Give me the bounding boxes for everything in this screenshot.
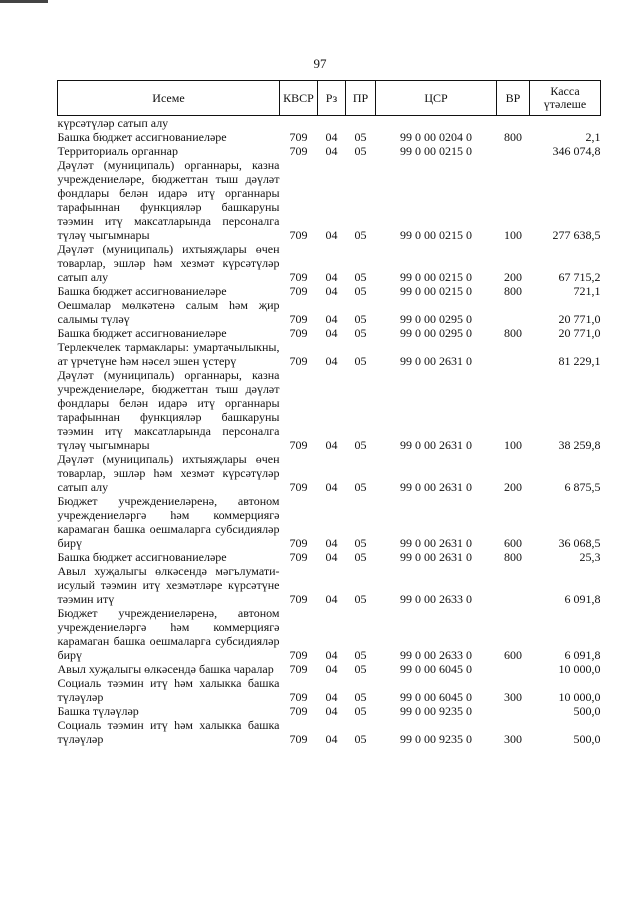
header-kassa-line1: Касса bbox=[550, 84, 580, 98]
header-br: ВР bbox=[497, 81, 530, 116]
cell-kassa: 6 091,8 bbox=[564, 648, 601, 662]
table-row bbox=[58, 452, 601, 494]
cell-name: Дәүләт (муниципаль) органнары, казна учреждениеләре, бюджеттан тыш дәүләт фондлары белән идарә итү органнары тарафыннан функцияләр башкаруны тәэмин итү максатларында персоналга түләү чыгымнары bbox=[57, 158, 280, 242]
cell-pr: 05 bbox=[354, 732, 367, 746]
cell-csr: 99 0 00 0295 0 bbox=[400, 326, 472, 340]
cell-rz: 04 bbox=[325, 648, 338, 662]
cell-pr: 05 bbox=[354, 312, 367, 326]
cell-rz: 04 bbox=[325, 550, 338, 564]
cell-rz: 04 bbox=[325, 690, 338, 704]
cell-rz: 04 bbox=[325, 592, 338, 606]
cell-name: Дәүләт (муниципаль) органнары, казна учреждениеләре, бюджеттан тыш дәүләт фондлары белән идарә итү органнары тарафыннан функцияләр башкаруны тәэмин итү максатларында персоналга түләү чыгымнары bbox=[57, 368, 280, 452]
table-row bbox=[58, 564, 601, 606]
cell-name: Терлекчелек тармаклары: умартачылыкны, ат үрчетүне һәм нәсел эшен үстерү bbox=[57, 340, 280, 368]
cell-csr: 99 0 00 2631 0 bbox=[400, 354, 472, 368]
cell-rz: 04 bbox=[325, 480, 338, 494]
scan-edge-mark bbox=[0, 0, 48, 3]
cell-name: Авыл хуҗалыгы өлкәсендә мәгълумати-исулый тәэмин итү хезмәтләре күрсәтүне тәэмин итү bbox=[57, 564, 280, 606]
cell-csr: 99 0 00 2631 0 bbox=[400, 536, 472, 550]
cell-kassa: 6 875,5 bbox=[564, 480, 601, 494]
cell-kbsr: 709 bbox=[289, 284, 308, 298]
cell-pr: 05 bbox=[354, 144, 367, 158]
header-pr: ПР bbox=[346, 81, 376, 116]
cell-name: Башка бюджет ассигнованиеләре bbox=[57, 326, 227, 340]
cell-kassa: 6 091,8 bbox=[564, 592, 601, 606]
table-row bbox=[58, 144, 601, 158]
cell-br bbox=[497, 704, 530, 718]
cell-kbsr bbox=[280, 116, 318, 131]
cell-br: 800 bbox=[504, 550, 522, 564]
cell-kbsr: 709 bbox=[289, 480, 308, 494]
cell-rz: 04 bbox=[325, 144, 338, 158]
cell-kassa: 10 000,0 bbox=[558, 662, 601, 676]
cell-rz: 04 bbox=[325, 704, 338, 718]
cell-kbsr: 709 bbox=[289, 690, 308, 704]
header-csr: ЦСР bbox=[376, 81, 497, 116]
cell-kbsr: 709 bbox=[289, 438, 308, 452]
cell-kassa: 67 715,2 bbox=[558, 270, 601, 284]
cell-name: Социаль тәэмин итү һәм халыкка башка түләүләр bbox=[57, 676, 280, 704]
cell-name: Бюджет учреждениеләренә, автоном учреждениеләргә һәм коммерциягә карамаган башка оешмаларга субсидияләр бирү bbox=[57, 606, 280, 662]
cell-csr: 99 0 00 0215 0 bbox=[400, 284, 472, 298]
cell-rz: 04 bbox=[325, 536, 338, 550]
cell-csr: 99 0 00 0215 0 bbox=[400, 144, 472, 158]
cell-kassa: 2,1 bbox=[585, 130, 601, 144]
budget-table bbox=[57, 80, 601, 746]
cell-br bbox=[497, 564, 530, 606]
cell-br: 100 bbox=[504, 228, 522, 242]
table-row bbox=[58, 130, 601, 144]
page-number: 97 bbox=[313, 56, 327, 71]
cell-name: күрсәтүләр сатып алу bbox=[57, 116, 169, 130]
header-kassa bbox=[530, 81, 601, 116]
cell-rz: 04 bbox=[325, 270, 338, 284]
cell-kbsr: 709 bbox=[289, 704, 308, 718]
table-header-row bbox=[58, 81, 601, 116]
cell-pr: 05 bbox=[354, 592, 367, 606]
cell-br: 800 bbox=[504, 130, 522, 144]
cell-pr: 05 bbox=[354, 130, 367, 144]
cell-csr: 99 0 00 0204 0 bbox=[400, 130, 472, 144]
cell-name: Авыл хуҗалыгы өлкәсендә башка чаралар bbox=[57, 662, 274, 676]
cell-name: Территориаль органнар bbox=[57, 144, 178, 158]
cell-kbsr: 709 bbox=[289, 312, 308, 326]
cell-kbsr: 709 bbox=[289, 130, 308, 144]
table-row bbox=[58, 158, 601, 242]
cell-kassa: 500,0 bbox=[573, 732, 601, 746]
cell-csr: 99 0 00 9235 0 bbox=[400, 732, 472, 746]
cell-kassa: 10 000,0 bbox=[558, 690, 601, 704]
cell-kassa bbox=[530, 116, 601, 131]
cell-csr: 99 0 00 6045 0 bbox=[400, 662, 472, 676]
cell-rz: 04 bbox=[325, 438, 338, 452]
cell-br bbox=[497, 298, 530, 326]
cell-name: Башка бюджет ассигнованиеләре bbox=[57, 550, 227, 564]
table-row bbox=[58, 550, 601, 564]
cell-csr: 99 0 00 2631 0 bbox=[400, 438, 472, 452]
header-kbsr: КВСР bbox=[280, 81, 318, 116]
cell-pr: 05 bbox=[354, 480, 367, 494]
cell-kbsr: 709 bbox=[289, 550, 308, 564]
cell-kassa: 81 229,1 bbox=[558, 354, 601, 368]
cell-pr bbox=[346, 116, 376, 131]
cell-pr: 05 bbox=[354, 550, 367, 564]
cell-kbsr: 709 bbox=[289, 648, 308, 662]
cell-kassa: 20 771,0 bbox=[558, 326, 601, 340]
cell-rz bbox=[318, 116, 346, 131]
cell-br: 200 bbox=[504, 270, 522, 284]
cell-kassa: 721,1 bbox=[573, 284, 601, 298]
cell-br: 800 bbox=[504, 326, 522, 340]
cell-kbsr: 709 bbox=[289, 592, 308, 606]
table-body bbox=[58, 116, 601, 747]
table-row bbox=[58, 116, 601, 131]
cell-csr: 99 0 00 2631 0 bbox=[400, 550, 472, 564]
cell-kassa: 36 068,5 bbox=[558, 536, 601, 550]
cell-br bbox=[497, 144, 530, 158]
cell-pr: 05 bbox=[354, 228, 367, 242]
cell-name: Социаль тәэмин итү һәм халыкка башка түләүләр bbox=[57, 718, 280, 746]
cell-kbsr: 709 bbox=[289, 326, 308, 340]
table-row bbox=[58, 242, 601, 284]
cell-kassa: 277 638,5 bbox=[552, 228, 601, 242]
cell-kassa: 38 259,8 bbox=[558, 438, 601, 452]
cell-br: 200 bbox=[504, 480, 522, 494]
cell-br: 300 bbox=[504, 690, 522, 704]
cell-kbsr: 709 bbox=[289, 354, 308, 368]
cell-kbsr: 709 bbox=[289, 270, 308, 284]
table-row bbox=[58, 340, 601, 368]
cell-br bbox=[497, 662, 530, 676]
cell-csr: 99 0 00 9235 0 bbox=[400, 704, 472, 718]
cell-pr: 05 bbox=[354, 536, 367, 550]
cell-pr: 05 bbox=[354, 270, 367, 284]
cell-br: 800 bbox=[504, 284, 522, 298]
cell-name: Дәүләт (муниципаль) ихтыяҗлары өчен товарлар, эшләр һәм хезмәт күрсәтүләр сатып алу bbox=[57, 242, 280, 284]
table-row bbox=[58, 326, 601, 340]
cell-kbsr: 709 bbox=[289, 536, 308, 550]
table-row bbox=[58, 704, 601, 718]
cell-br bbox=[497, 340, 530, 368]
cell-rz: 04 bbox=[325, 354, 338, 368]
table-row bbox=[58, 494, 601, 550]
cell-name: Оешмалар мөлкәтенә салым һәм җир салымы түләү bbox=[57, 298, 280, 326]
cell-pr: 05 bbox=[354, 354, 367, 368]
cell-kassa: 20 771,0 bbox=[558, 312, 601, 326]
cell-pr: 05 bbox=[354, 438, 367, 452]
cell-rz: 04 bbox=[325, 284, 338, 298]
header-rz: Рз bbox=[318, 81, 346, 116]
cell-pr: 05 bbox=[354, 326, 367, 340]
cell-rz: 04 bbox=[325, 662, 338, 676]
cell-csr: 99 0 00 2633 0 bbox=[400, 592, 472, 606]
cell-name: Башка түләүләр bbox=[57, 704, 139, 718]
table-row bbox=[58, 368, 601, 452]
cell-br: 100 bbox=[504, 438, 522, 452]
header-name: Исеме bbox=[58, 81, 280, 116]
cell-kbsr: 709 bbox=[289, 732, 308, 746]
cell-rz: 04 bbox=[325, 130, 338, 144]
table-row bbox=[58, 718, 601, 746]
cell-kassa: 346 074,8 bbox=[552, 144, 601, 158]
table-row bbox=[58, 298, 601, 326]
cell-br: 600 bbox=[504, 648, 522, 662]
cell-name: Башка бюджет ассигнованиеләре bbox=[57, 130, 227, 144]
cell-pr: 05 bbox=[354, 662, 367, 676]
cell-csr: 99 0 00 0215 0 bbox=[400, 228, 472, 242]
cell-kbsr: 709 bbox=[289, 228, 308, 242]
cell-rz: 04 bbox=[325, 326, 338, 340]
table-row bbox=[58, 676, 601, 704]
cell-pr: 05 bbox=[354, 690, 367, 704]
cell-csr: 99 0 00 2631 0 bbox=[400, 480, 472, 494]
cell-name: Бюджет учреждениеләренә, автоном учреждениеләргә һәм коммерциягә карамаган башка оешмаларга субсидияләр бирү bbox=[57, 494, 280, 550]
cell-csr: 99 0 00 2633 0 bbox=[400, 648, 472, 662]
cell-csr bbox=[376, 116, 497, 131]
header-kassa-line2: үтәлеше bbox=[543, 97, 587, 111]
cell-pr: 05 bbox=[354, 284, 367, 298]
cell-name: Башка бюджет ассигнованиеләре bbox=[57, 284, 227, 298]
cell-kassa: 25,3 bbox=[579, 550, 601, 564]
table-row bbox=[58, 606, 601, 662]
table-row bbox=[58, 284, 601, 298]
cell-br: 600 bbox=[504, 536, 522, 550]
cell-csr: 99 0 00 0295 0 bbox=[400, 312, 472, 326]
cell-pr: 05 bbox=[354, 704, 367, 718]
cell-csr: 99 0 00 0215 0 bbox=[400, 270, 472, 284]
table-row bbox=[58, 662, 601, 676]
cell-csr: 99 0 00 6045 0 bbox=[400, 690, 472, 704]
cell-pr: 05 bbox=[354, 648, 367, 662]
cell-br bbox=[497, 116, 530, 131]
cell-kbsr: 709 bbox=[289, 662, 308, 676]
cell-rz: 04 bbox=[325, 732, 338, 746]
cell-kbsr: 709 bbox=[289, 144, 308, 158]
cell-kassa: 500,0 bbox=[573, 704, 601, 718]
cell-br: 300 bbox=[504, 732, 522, 746]
cell-rz: 04 bbox=[325, 312, 338, 326]
cell-name: Дәүләт (муниципаль) ихтыяҗлары өчен товарлар, эшләр һәм хезмәт күрсәтүләр сатып алу bbox=[57, 452, 280, 494]
cell-rz: 04 bbox=[325, 228, 338, 242]
